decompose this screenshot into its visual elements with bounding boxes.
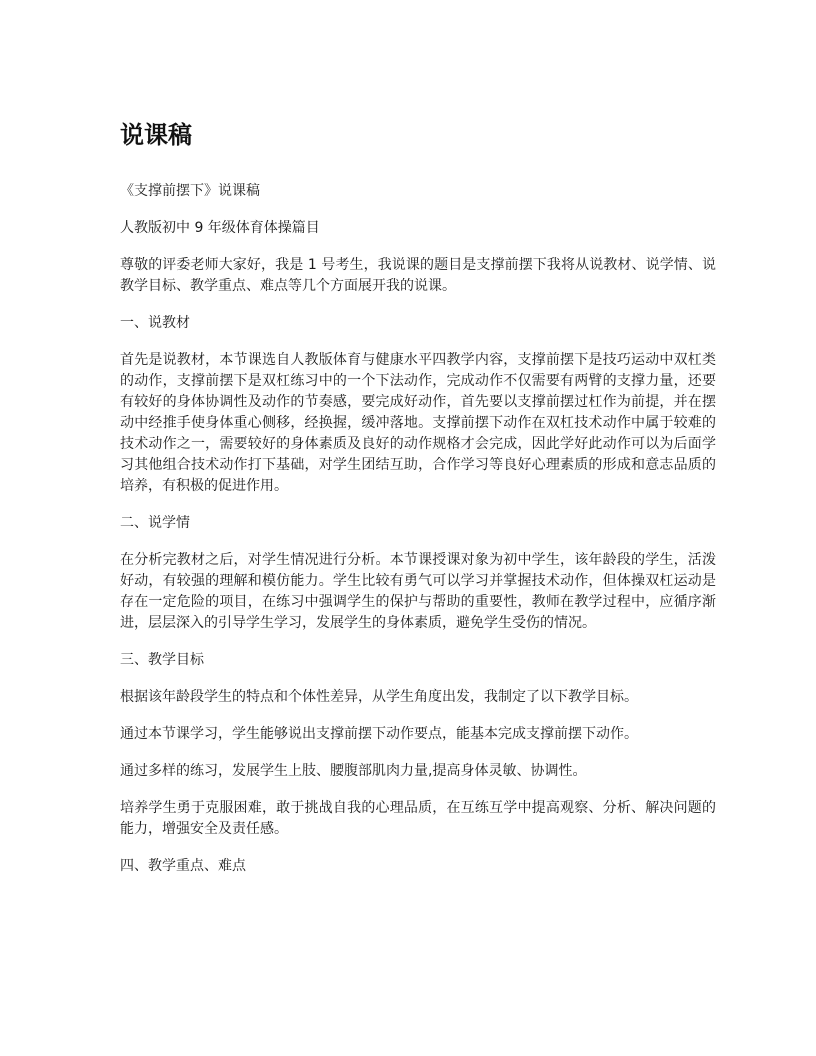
objectives-intro: 根据该年龄段学生的特点和个体性差异，从学生角度出发，我制定了以下教学目标。 [120, 689, 638, 705]
document-page [120, 118, 716, 893]
section-heading-textbook: 一、说教材 [120, 315, 190, 331]
document-title: 说课稿 [120, 121, 192, 149]
section-heading-objectives: 三、教学目标 [120, 652, 204, 668]
students-paragraph: 在分析完教材之后，对学生情况进行分析。本节课授课对象为初中学生，该年龄段的学生，活泼好动，有较强的理解和模仿能力。学生比较有勇气可以学习并掌握技术动作，但体操双杠运动是存在一定危险的项目，在练习中强调学生的保护与帮助的重要性，教师在教学过程中，应循序渐进，层层深入的引导学生学习，发展学生的身体素质，避免学生受伤的情况。 [120, 552, 716, 631]
objective-item: 培养学生勇于克服困难，敢于挑战自我的心理品质，在互练互学中提高观察、分析、解决问题的能力，增强安全及责任感。 [120, 800, 716, 837]
section-heading-students: 二、说学情 [120, 515, 190, 531]
lesson-title: 《支撑前摆下》说课稿 [120, 183, 260, 199]
objective-item: 通过本节课学习，学生能够说出支撑前摆下动作要点，能基本完成支撑前摆下动作。 [120, 726, 638, 742]
textbook-paragraph: 首先是说教材，本节课选自人教版体育与健康水平四教学内容，支撑前摆下是技巧运动中双杠类的动作，支撑前摆下是双杠练习中的一个下法动作，完成动作不仅需要有两臂的支撑力量，还要有较好的身体协调性及动作的节奏感，要完成好动作，首先要以支撑前摆过杠作为前提，并在摆动中经推手使身体重心侧移，经换握，缓冲落地。支撑前摆下动作在双杠技术动作中属于较难的技术动作之一，需要较好的身体素质及良好的动作规格才会完成，因此学好此动作可以为后面学习其他组合技术动作打下基础，对学生团结互助，合作学习等良好心理素质的形成和意志品质的培养，有积极的促进作用。 [120, 352, 716, 494]
intro-paragraph: 尊敬的评委老师大家好，我是 1 号考生，我说课的题目是支撑前摆下我将从说教材、说学情、说教学目标、教学重点、难点等几个方面展开我的说课。 [120, 257, 716, 294]
textbook-info: 人教版初中 9 年级体育体操篇目 [120, 220, 320, 236]
objective-item: 通过多样的练习，发展学生上肢、腰腹部肌肉力量,提高身体灵敏、协调性。 [120, 763, 587, 779]
section-heading-key-points: 四、教学重点、难点 [120, 858, 246, 874]
